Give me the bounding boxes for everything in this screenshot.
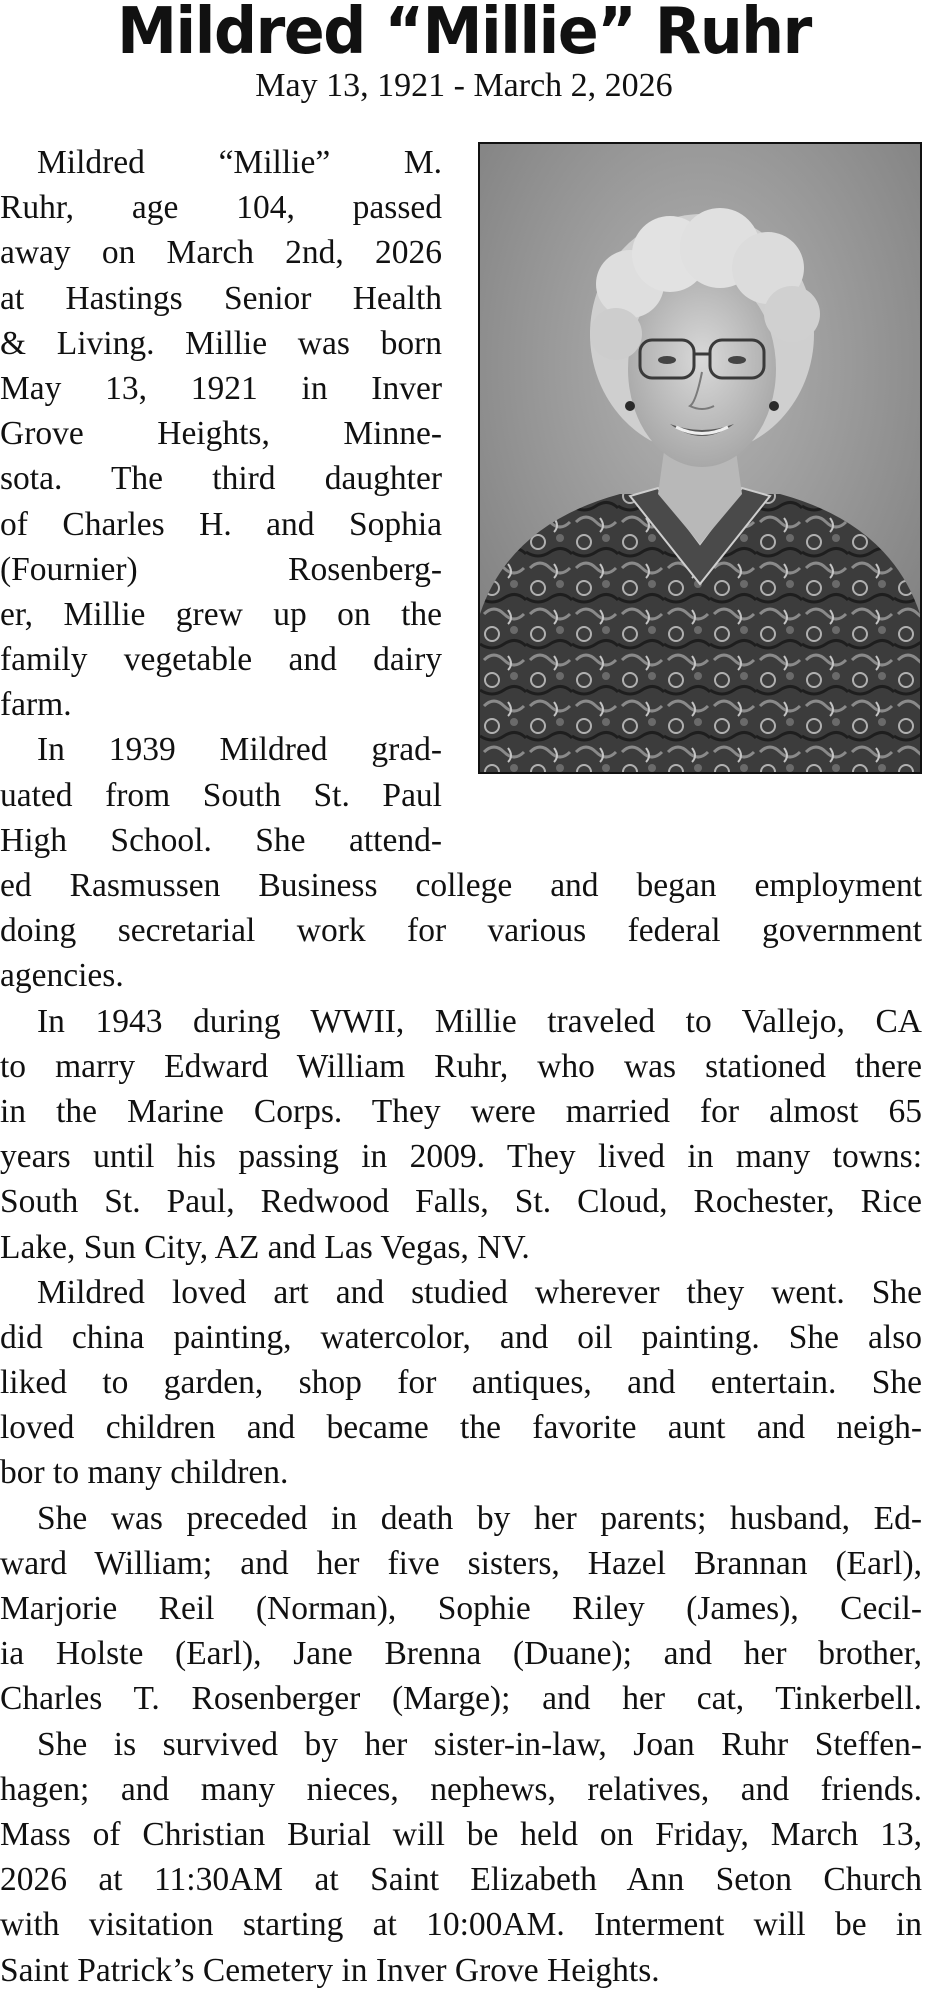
text-line: bor to many children.	[0, 1454, 289, 1492]
text-line: In 1939 Mildred grad-	[37, 731, 442, 769]
text-line: away on March 2nd, 2026	[0, 234, 442, 272]
life-dates: May 13, 1921 - March 2, 2026	[255, 67, 673, 104]
text-line: ed Rasmussen Business college and began employment	[0, 867, 922, 904]
text-line: with visitation starting at 10:00AM. Interment will be in	[0, 1906, 922, 1944]
text-line: years until his passing in 2009. They lived in many towns:	[0, 1138, 922, 1176]
text-line: 2026 at 11:30AM at Saint Elizabeth Ann Seton Church	[0, 1861, 922, 1899]
text-line: ia Holste (Earl), Jane Brenna (Duane); and her brother,	[0, 1635, 922, 1673]
text-line: sota. The third daughter	[0, 460, 442, 498]
text-line: Mildred loved art and studied wherever they went. She	[37, 1273, 922, 1311]
text-line: to marry Edward William Ruhr, who was stationed there	[0, 1047, 922, 1085]
text-line: In 1943 during WWII, Millie traveled to Vallejo, CA	[37, 1002, 922, 1040]
text-line: South St. Paul, Redwood Falls, St. Cloud, Rochester, Rice	[0, 1183, 922, 1221]
text-line: doing secretarial work for various federal government	[0, 912, 922, 950]
text-line: She is survived by her sister-in-law, Joan Ruhr Steffen-	[37, 1725, 922, 1763]
text-line: agencies.	[0, 957, 124, 995]
text-line: Charles T. Rosenberger (Marge); and her cat, Tinkerbell.	[0, 1680, 922, 1718]
text-line: hagen; and many nieces, nephews, relatives, and friends.	[0, 1770, 922, 1808]
text-line: farm.	[0, 686, 72, 724]
text-line: ward William; and her five sisters, Hazel Brannan (Earl),	[0, 1544, 922, 1582]
text-line: er, Millie grew up on the	[0, 595, 442, 633]
text-line: of Charles H. and Sophia	[0, 505, 442, 543]
text-line: did china painting, watercolor, and oil painting. She also	[0, 1318, 922, 1356]
text-line: Lake, Sun City, AZ and Las Vegas, NV.	[0, 1228, 530, 1266]
obituary-title: Mildred “Millie” Ruhr	[117, 0, 811, 69]
text-line: Mass of Christian Burial will be held on Friday, March 13,	[0, 1815, 922, 1853]
text-line: loved children and became the favorite aunt and neigh-	[0, 1409, 922, 1447]
text-line: liked to garden, shop for antiques, and entertain. She	[0, 1364, 922, 1402]
text-line: May 13, 1921 in Inver	[0, 369, 442, 407]
text-line: in the Marine Corps. They were married for almost 65	[0, 1092, 922, 1130]
text-line: Mildred “Millie” M.	[37, 144, 442, 181]
text-line: Grove Heights, Minne-	[0, 415, 442, 453]
text-line: family vegetable and dairy	[0, 641, 442, 679]
text-line: (Fournier) Rosenberg-	[0, 550, 442, 588]
obituary-text-narrow	[0, 140, 928, 863]
text-line: & Living. Millie was born	[0, 324, 442, 362]
text-line: She was preceded in death by her parents; husband, Ed-	[37, 1499, 922, 1537]
text-line: High School. She attend-	[0, 821, 442, 859]
text-line: Ruhr, age 104, passed	[0, 189, 442, 227]
text-line: uated from South St. Paul	[0, 776, 442, 814]
text-line: at Hastings Senior Health	[0, 279, 442, 317]
obituary-text-wide	[0, 863, 928, 1993]
text-line: Marjorie Reil (Norman), Sophie Riley (James), Cecil-	[0, 1590, 922, 1627]
text-line: Saint Patrick’s Cemetery in Inver Grove Heights.	[0, 1951, 660, 1989]
